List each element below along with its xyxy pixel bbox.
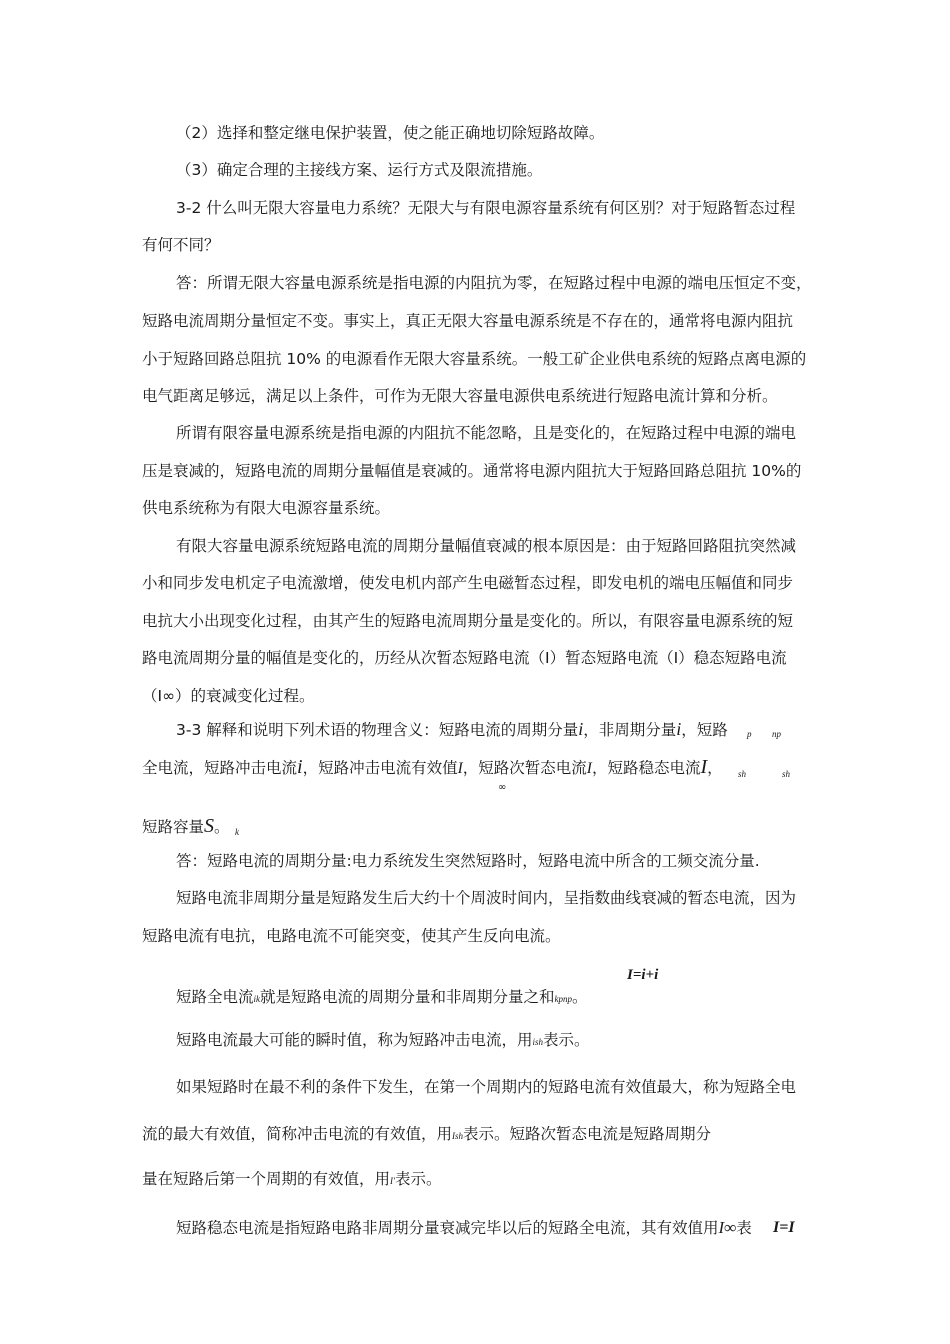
subscript-sh: sh: [738, 769, 747, 779]
subscript-np: np: [772, 729, 781, 739]
answer-surge-rms: 如果短路时在最不利的条件下发生，在第一个周期内的短路电流有效值最大，称为短路全电: [176, 1078, 797, 1096]
equation-full-current: I=i+i: [627, 967, 659, 983]
answer-surge-rms-line: 流的最大有效值，简称冲击电流的有效值，用Ish表示。短路次暂态电流是短路周期分: [142, 1125, 712, 1143]
answer-para-1-line: 小于短路回路总阻抗 10% 的电源看作无限大容量系统。一般工矿企业供电系统的短路点离电源的: [142, 350, 807, 368]
answer-para-1-line: 电气距离足够远，满足以上条件，可作为无限大容量电源供电系统进行短路电流计算和分析。: [142, 387, 778, 405]
answer-subtransient-line: 量在短路后第一个周期的有效值，用I′表示。: [142, 1170, 442, 1188]
question-3-3-cont: 全电流，短路冲击电流i，短路冲击电流有效值I，短路次暂态电流I，短路稳态电流I，: [142, 756, 723, 778]
subscript-k: k: [235, 827, 239, 837]
question-3-3-cont: 短路容量S。: [142, 815, 230, 837]
answer-para-3-line: 电抗大小出现变化过程，由其产生的短路电流周期分量是变化的。所以，有限容量电源系统的短: [142, 612, 794, 630]
list-item-3: （3）确定合理的主接线方案、运行方式及限流措施。: [176, 161, 543, 179]
equation-steady-state: I=I: [773, 1219, 795, 1236]
answer-para-2: 所谓有限容量电源系统是指电源的内阻抗不能忽略，且是变化的，在短路过程中电源的端电: [176, 424, 797, 442]
subscript-p: p: [747, 729, 752, 739]
answer-para-1-line: 短路电流周期分量恒定不变。事实上，真正无限大容量电源系统是不存在的，通常将电源内阻抗: [142, 312, 794, 330]
answer-3-3-para: 短路电流非周期分量是短路发生后大约十个周波时间内，呈指数曲线衰减的暂态电流，因为: [176, 889, 797, 907]
answer-3-3-para-line: 短路电流有电抗，电路电流不可能突变，使其产生反向电流。: [142, 927, 561, 945]
question-3-2-cont: 有何不同？: [142, 236, 220, 254]
answer-para-3-line: 小和同步发电机定子电流激增，使发电机内部产生电磁暂态过程，即发电机的端电压幅值和同步: [142, 574, 794, 592]
answer-steady-state: 短路稳态电流是指短路电路非周期分量衰减完毕以后的短路全电流，其有效值用I∞表: [176, 1218, 752, 1237]
answer-para-2-line: 供电系统称为有限大电源容量系统。: [142, 499, 391, 517]
answer-surge-current: 短路电流最大可能的瞬时值，称为短路冲击电流，用ish表示。: [176, 1031, 590, 1049]
question-3-2: 3-2 什么叫无限大容量电力系统？无限大与有限电源容量系统有何区别？对于短路暂态过程: [176, 199, 796, 217]
question-3-3: 3-3 解释和说明下列术语的物理含义：短路电流的周期分量i，非周期分量i，短路: [176, 719, 728, 739]
answer-3-3: 答：短路电流的周期分量:电力系统发生突然短路时，短路电流中所含的工频交流分量.: [176, 852, 760, 870]
answer-para-1: 答：所谓无限大容量电源系统是指电源的内阻抗为零，在短路过程中电源的端电压恒定不变，: [176, 274, 812, 292]
answer-para-2-line: 压是衰减的，短路电流的周期分量幅值是衰减的。通常将电源内阻抗大于短路回路总阻抗 10%的: [142, 462, 802, 480]
subscript-infinity: ∞: [498, 782, 507, 793]
answer-full-current: 短路全电流ik就是短路电流的周期分量和非周期分量之和kpnp。: [176, 988, 588, 1006]
subscript-sh: sh: [782, 769, 791, 779]
answer-para-3-line: 路电流周期分量的幅值是变化的，历经从次暂态短路电流（I）暂态短路电流（I）稳态短路电流: [142, 649, 787, 667]
answer-para-3: 有限大容量电源系统短路电流的周期分量幅值衰减的根本原因是：由于短路回路阻抗突然减: [176, 537, 797, 555]
list-item-2: （2）选择和整定继电保护装置，使之能正确地切除短路故障。: [176, 124, 605, 142]
answer-para-3-line: （I∞）的衰减变化过程。: [142, 687, 315, 705]
